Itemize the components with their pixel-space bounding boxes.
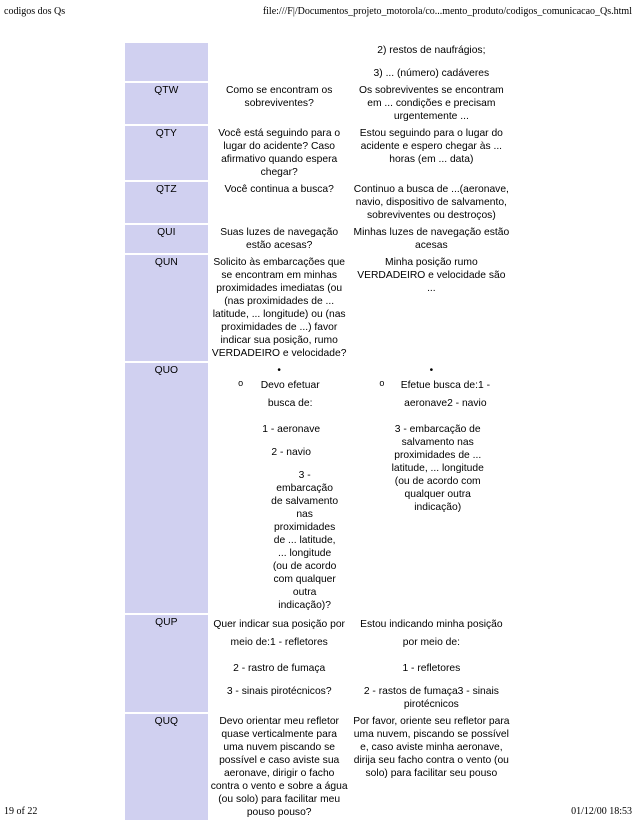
q-codes-table — [123, 41, 514, 822]
code-cell: QUI — [125, 225, 208, 253]
answer-line: 2 - rastos de fumaça3 - sinais pirotécnicos — [363, 686, 499, 710]
circle-bullet-icon: o — [379, 378, 385, 388]
code-cell: QUO — [125, 363, 208, 613]
question-cell: Como se encontram os sobreviventes? — [225, 85, 333, 109]
question-cell: Devo orientar meu refletor quase verticalmente para uma nuvem piscando se possível e caso aviste sua aeronave, dirigir o facho contra o vento e sobre a água (ou solo) para facilitar meu pouso pouso? — [210, 716, 348, 818]
answer-cell: Minhas luzes de navegação estão acesas — [353, 227, 510, 251]
option-text: 3 - embarcação de salvamento nas proximidades de ... latitude, ... longitude (ou de acordo com qualquer outra indicação) — [391, 424, 484, 513]
file-path: file:///F|/Documentos_projeto_motorola/co...mento_produto/codigos_comunicacao_Qs.html — [262, 6, 632, 17]
answer-cell: Por favor, oriente seu refletor para uma nuvem, piscando se possível e, caso aviste minha aeronave, dirija seu facho contra o vento (ou solo) para facilitar seu pouso — [353, 716, 510, 779]
table-row — [125, 83, 512, 124]
code-cell: QTW — [125, 83, 208, 124]
code-cell: QUN — [125, 255, 208, 361]
code-cell: QTY — [125, 126, 208, 180]
bullet-icon: • — [277, 365, 281, 376]
answer-cell — [351, 43, 512, 81]
page-number: 19 of 22 — [4, 806, 38, 817]
option-text: 3 - embarcação de salvamento nas proximidades de ... latitude, ... longitude (ou de acordo com qualquer outra indicação)? — [271, 470, 339, 611]
question-cell — [210, 615, 349, 712]
question-cell: Solicito às embarcações que se encontram em minhas proximidades imediatas (ou (nas proximidades de ... latitude, ... longitude) ou (nas proximidades de ...) favor indicar sua posição, rumo VERDADEIRO e velocidade? — [211, 257, 347, 359]
answer-cell: Minha posição rumo VERDADEIRO e velocidade são ... — [357, 257, 506, 294]
answer-cell: Continuo a busca de ...(aeronave, navio, dispositivo de salvamento, sobreviventes ou destroços) — [353, 184, 509, 221]
bullet-icon: • — [429, 365, 434, 376]
code-cell — [125, 43, 208, 81]
answer-line: Estou indicando minha posição por meio de: — [360, 619, 503, 648]
code-cell: QTZ — [125, 182, 208, 223]
question-line: Quer indicar sua posição por meio de:1 - refletores — [213, 619, 345, 648]
answer-cell: Estou seguindo para o lugar do acidente e espero chegar às ... horas (em ... data) — [359, 128, 503, 165]
answer-cell: Os sobreviventes se encontram em ... condições e precisam urgentemente ... — [358, 85, 504, 122]
question-cell — [210, 43, 349, 81]
table-row — [125, 255, 512, 361]
code-cell: QUQ — [125, 714, 208, 820]
option-text: 1 - aeronave — [262, 424, 321, 435]
answer-line: 1 - refletores — [402, 663, 461, 674]
table-row — [125, 182, 512, 223]
print-timestamp: 01/12/00 18:53 — [571, 806, 632, 817]
table-row — [125, 615, 512, 712]
code-cell: QUP — [125, 615, 208, 712]
question-line: 2 - rastro de fumaça — [233, 663, 326, 674]
list-item — [228, 377, 330, 413]
question-cell: Você continua a busca? — [224, 184, 334, 195]
table-row — [125, 43, 512, 81]
option-text: 2 - navio — [271, 447, 311, 458]
list-item — [369, 377, 493, 413]
question-cell: Suas luzes de navegação estão acesas? — [220, 227, 339, 251]
answer-line: 3) ... (número) cadáveres — [373, 68, 490, 79]
question-cell: Você está seguindo para o lugar do acidente? Caso afirmativo quando espera chegar? — [218, 128, 341, 178]
question-line: 3 - sinais pirotécnicos? — [226, 686, 332, 697]
answer-cell — [351, 363, 512, 613]
circle-bullet-icon: o — [238, 378, 244, 388]
table-row — [125, 363, 512, 613]
page-title: codigos dos Qs — [4, 6, 66, 17]
list-item-text: Efetue busca de:1 - aeronave2 - navio — [400, 380, 491, 409]
question-cell — [210, 363, 349, 613]
table-row — [125, 225, 512, 253]
table-row — [125, 714, 512, 820]
list-item-text: Devo efetuar busca de: — [260, 380, 320, 409]
table-row — [125, 126, 512, 180]
answer-cell — [351, 615, 512, 712]
answer-line: 2) restos de naufrágios; — [377, 45, 486, 56]
